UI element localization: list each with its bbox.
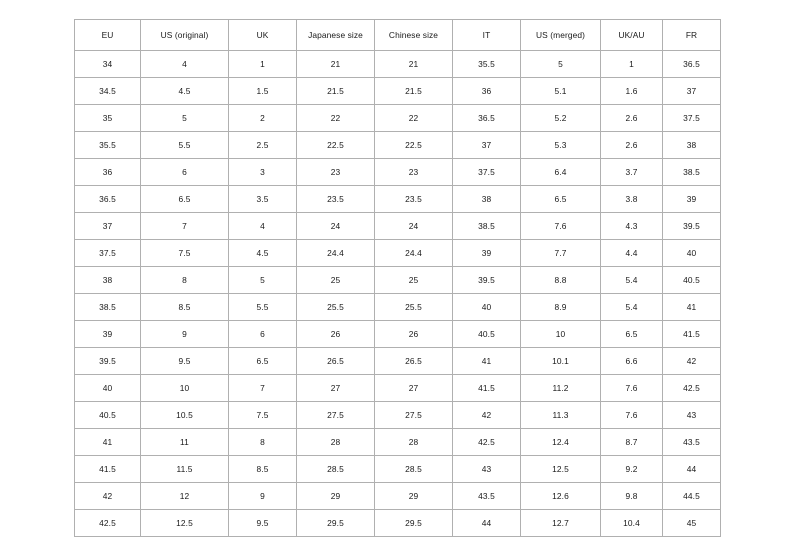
table-row — [75, 321, 721, 348]
table-cell: 37.5 — [453, 159, 521, 186]
table-cell: 40.5 — [75, 402, 141, 429]
table-cell: 42.5 — [75, 510, 141, 537]
table-row — [75, 186, 721, 213]
size-conversion-table — [74, 19, 721, 537]
table-cell: 42 — [453, 402, 521, 429]
table-row — [75, 510, 721, 537]
table-cell: 39 — [453, 240, 521, 267]
table-cell: 9.5 — [229, 510, 297, 537]
table-cell: 12.5 — [141, 510, 229, 537]
table-cell: 29.5 — [297, 510, 375, 537]
table-cell: 39 — [75, 321, 141, 348]
table-cell: 21 — [375, 51, 453, 78]
table-row — [75, 51, 721, 78]
table-cell: 2.6 — [601, 132, 663, 159]
column-header: US (original) — [141, 20, 229, 51]
table-cell: 40.5 — [663, 267, 721, 294]
table-cell: 27.5 — [297, 402, 375, 429]
table-cell: 22.5 — [297, 132, 375, 159]
table-cell: 8.5 — [141, 294, 229, 321]
table-cell: 40.5 — [453, 321, 521, 348]
table-cell: 43 — [663, 402, 721, 429]
table-body — [75, 51, 721, 537]
table-cell: 5 — [229, 267, 297, 294]
table-cell: 12 — [141, 483, 229, 510]
table-cell: 11 — [141, 429, 229, 456]
table-cell: 42 — [75, 483, 141, 510]
table-cell: 37.5 — [663, 105, 721, 132]
table-cell: 24 — [375, 213, 453, 240]
table-header — [75, 20, 721, 51]
table-cell: 10.1 — [521, 348, 601, 375]
column-header: FR — [663, 20, 721, 51]
table-cell: 25.5 — [375, 294, 453, 321]
table-row — [75, 105, 721, 132]
table-cell: 23 — [375, 159, 453, 186]
table-cell: 11.2 — [521, 375, 601, 402]
table-cell: 42.5 — [663, 375, 721, 402]
table-cell: 7.5 — [141, 240, 229, 267]
table-cell: 5.2 — [521, 105, 601, 132]
table-cell: 5.5 — [141, 132, 229, 159]
table-cell: 3 — [229, 159, 297, 186]
table-cell: 6.4 — [521, 159, 601, 186]
table-row — [75, 159, 721, 186]
column-header: Chinese size — [375, 20, 453, 51]
table-cell: 1.5 — [229, 78, 297, 105]
table-cell: 37.5 — [75, 240, 141, 267]
table-cell: 38 — [663, 132, 721, 159]
table-row — [75, 267, 721, 294]
table-cell: 38 — [453, 186, 521, 213]
table-row — [75, 348, 721, 375]
table-cell: 3.7 — [601, 159, 663, 186]
table-cell: 29.5 — [375, 510, 453, 537]
table-cell: 35 — [75, 105, 141, 132]
table-cell: 35.5 — [453, 51, 521, 78]
table-cell: 6 — [141, 159, 229, 186]
table-cell: 44 — [663, 456, 721, 483]
table-cell: 25 — [375, 267, 453, 294]
table-cell: 5.3 — [521, 132, 601, 159]
table-row — [75, 429, 721, 456]
table-cell: 44 — [453, 510, 521, 537]
table-cell: 23.5 — [297, 186, 375, 213]
column-header: EU — [75, 20, 141, 51]
table-cell: 7 — [229, 375, 297, 402]
table-cell: 9.8 — [601, 483, 663, 510]
table-cell: 34 — [75, 51, 141, 78]
table-cell: 36 — [453, 78, 521, 105]
table-cell: 6 — [229, 321, 297, 348]
table-cell: 39.5 — [453, 267, 521, 294]
table-cell: 4 — [229, 213, 297, 240]
table-cell: 1 — [229, 51, 297, 78]
table-cell: 34.5 — [75, 78, 141, 105]
table-cell: 41 — [75, 429, 141, 456]
table-cell: 35.5 — [75, 132, 141, 159]
table-cell: 11.5 — [141, 456, 229, 483]
table-cell: 29 — [297, 483, 375, 510]
table-row — [75, 402, 721, 429]
table-cell: 27 — [375, 375, 453, 402]
table-row — [75, 240, 721, 267]
table-cell: 5 — [521, 51, 601, 78]
table-cell: 40 — [75, 375, 141, 402]
table-cell: 23.5 — [375, 186, 453, 213]
size-conversion-table-wrapper — [74, 19, 720, 537]
table-cell: 2 — [229, 105, 297, 132]
table-row — [75, 132, 721, 159]
table-cell: 1 — [601, 51, 663, 78]
table-cell: 26 — [297, 321, 375, 348]
table-row — [75, 375, 721, 402]
table-cell: 4.5 — [229, 240, 297, 267]
table-cell: 7.6 — [601, 375, 663, 402]
table-cell: 43.5 — [663, 429, 721, 456]
table-cell: 29 — [375, 483, 453, 510]
table-cell: 9 — [141, 321, 229, 348]
column-header: IT — [453, 20, 521, 51]
table-cell: 37 — [75, 213, 141, 240]
table-cell: 38.5 — [453, 213, 521, 240]
table-cell: 38.5 — [663, 159, 721, 186]
table-cell: 28.5 — [375, 456, 453, 483]
table-cell: 6.5 — [141, 186, 229, 213]
table-cell: 6.5 — [601, 321, 663, 348]
table-cell: 10 — [521, 321, 601, 348]
table-cell: 4 — [141, 51, 229, 78]
table-cell: 41 — [453, 348, 521, 375]
table-cell: 5.4 — [601, 294, 663, 321]
table-cell: 10.5 — [141, 402, 229, 429]
column-header: UK — [229, 20, 297, 51]
table-cell: 8.7 — [601, 429, 663, 456]
table-cell: 7 — [141, 213, 229, 240]
table-cell: 12.5 — [521, 456, 601, 483]
table-cell: 8 — [229, 429, 297, 456]
table-cell: 22.5 — [375, 132, 453, 159]
table-cell: 36.5 — [75, 186, 141, 213]
table-cell: 7.6 — [601, 402, 663, 429]
table-cell: 9.2 — [601, 456, 663, 483]
table-cell: 7.7 — [521, 240, 601, 267]
table-cell: 2.5 — [229, 132, 297, 159]
table-cell: 1.6 — [601, 78, 663, 105]
table-cell: 9.5 — [141, 348, 229, 375]
table-cell: 28 — [375, 429, 453, 456]
column-header: Japanese size — [297, 20, 375, 51]
table-cell: 36.5 — [453, 105, 521, 132]
table-cell: 39.5 — [663, 213, 721, 240]
table-cell: 25 — [297, 267, 375, 294]
table-cell: 44.5 — [663, 483, 721, 510]
table-cell: 38 — [75, 267, 141, 294]
table-cell: 42.5 — [453, 429, 521, 456]
table-cell: 41.5 — [453, 375, 521, 402]
table-cell: 6.6 — [601, 348, 663, 375]
table-cell: 6.5 — [521, 186, 601, 213]
table-cell: 40 — [453, 294, 521, 321]
table-cell: 8.9 — [521, 294, 601, 321]
table-cell: 5 — [141, 105, 229, 132]
table-cell: 25.5 — [297, 294, 375, 321]
table-row — [75, 213, 721, 240]
table-cell: 28 — [297, 429, 375, 456]
table-cell: 4.5 — [141, 78, 229, 105]
table-cell: 5.4 — [601, 267, 663, 294]
table-cell: 37 — [663, 78, 721, 105]
table-cell: 43.5 — [453, 483, 521, 510]
table-cell: 4.4 — [601, 240, 663, 267]
table-cell: 42 — [663, 348, 721, 375]
table-cell: 22 — [375, 105, 453, 132]
table-row — [75, 294, 721, 321]
table-cell: 24.4 — [375, 240, 453, 267]
table-cell: 8 — [141, 267, 229, 294]
table-cell: 27 — [297, 375, 375, 402]
table-cell: 28.5 — [297, 456, 375, 483]
table-cell: 26 — [375, 321, 453, 348]
table-cell: 36.5 — [663, 51, 721, 78]
table-cell: 21 — [297, 51, 375, 78]
column-header: US (merged) — [521, 20, 601, 51]
table-cell: 40 — [663, 240, 721, 267]
table-cell: 3.8 — [601, 186, 663, 213]
table-cell: 7.5 — [229, 402, 297, 429]
table-cell: 9 — [229, 483, 297, 510]
table-cell: 38.5 — [75, 294, 141, 321]
table-cell: 5.5 — [229, 294, 297, 321]
table-cell: 43 — [453, 456, 521, 483]
table-cell: 12.6 — [521, 483, 601, 510]
table-cell: 26.5 — [375, 348, 453, 375]
column-header: UK/AU — [601, 20, 663, 51]
table-cell: 39 — [663, 186, 721, 213]
table-cell: 39.5 — [75, 348, 141, 375]
table-cell: 24.4 — [297, 240, 375, 267]
table-cell: 36 — [75, 159, 141, 186]
table-cell: 8.5 — [229, 456, 297, 483]
table-cell: 2.6 — [601, 105, 663, 132]
table-row — [75, 483, 721, 510]
table-cell: 37 — [453, 132, 521, 159]
table-cell: 10 — [141, 375, 229, 402]
table-cell: 21.5 — [375, 78, 453, 105]
table-cell: 7.6 — [521, 213, 601, 240]
table-row — [75, 78, 721, 105]
table-cell: 26.5 — [297, 348, 375, 375]
table-cell: 41.5 — [75, 456, 141, 483]
table-cell: 41 — [663, 294, 721, 321]
table-cell: 11.3 — [521, 402, 601, 429]
table-cell: 41.5 — [663, 321, 721, 348]
table-cell: 45 — [663, 510, 721, 537]
table-cell: 6.5 — [229, 348, 297, 375]
table-cell: 5.1 — [521, 78, 601, 105]
table-cell: 3.5 — [229, 186, 297, 213]
table-cell: 22 — [297, 105, 375, 132]
table-cell: 23 — [297, 159, 375, 186]
table-cell: 10.4 — [601, 510, 663, 537]
table-cell: 12.4 — [521, 429, 601, 456]
table-header-row — [75, 20, 721, 51]
table-cell: 24 — [297, 213, 375, 240]
table-row — [75, 456, 721, 483]
table-cell: 4.3 — [601, 213, 663, 240]
table-cell: 21.5 — [297, 78, 375, 105]
table-cell: 27.5 — [375, 402, 453, 429]
table-cell: 8.8 — [521, 267, 601, 294]
table-cell: 12.7 — [521, 510, 601, 537]
